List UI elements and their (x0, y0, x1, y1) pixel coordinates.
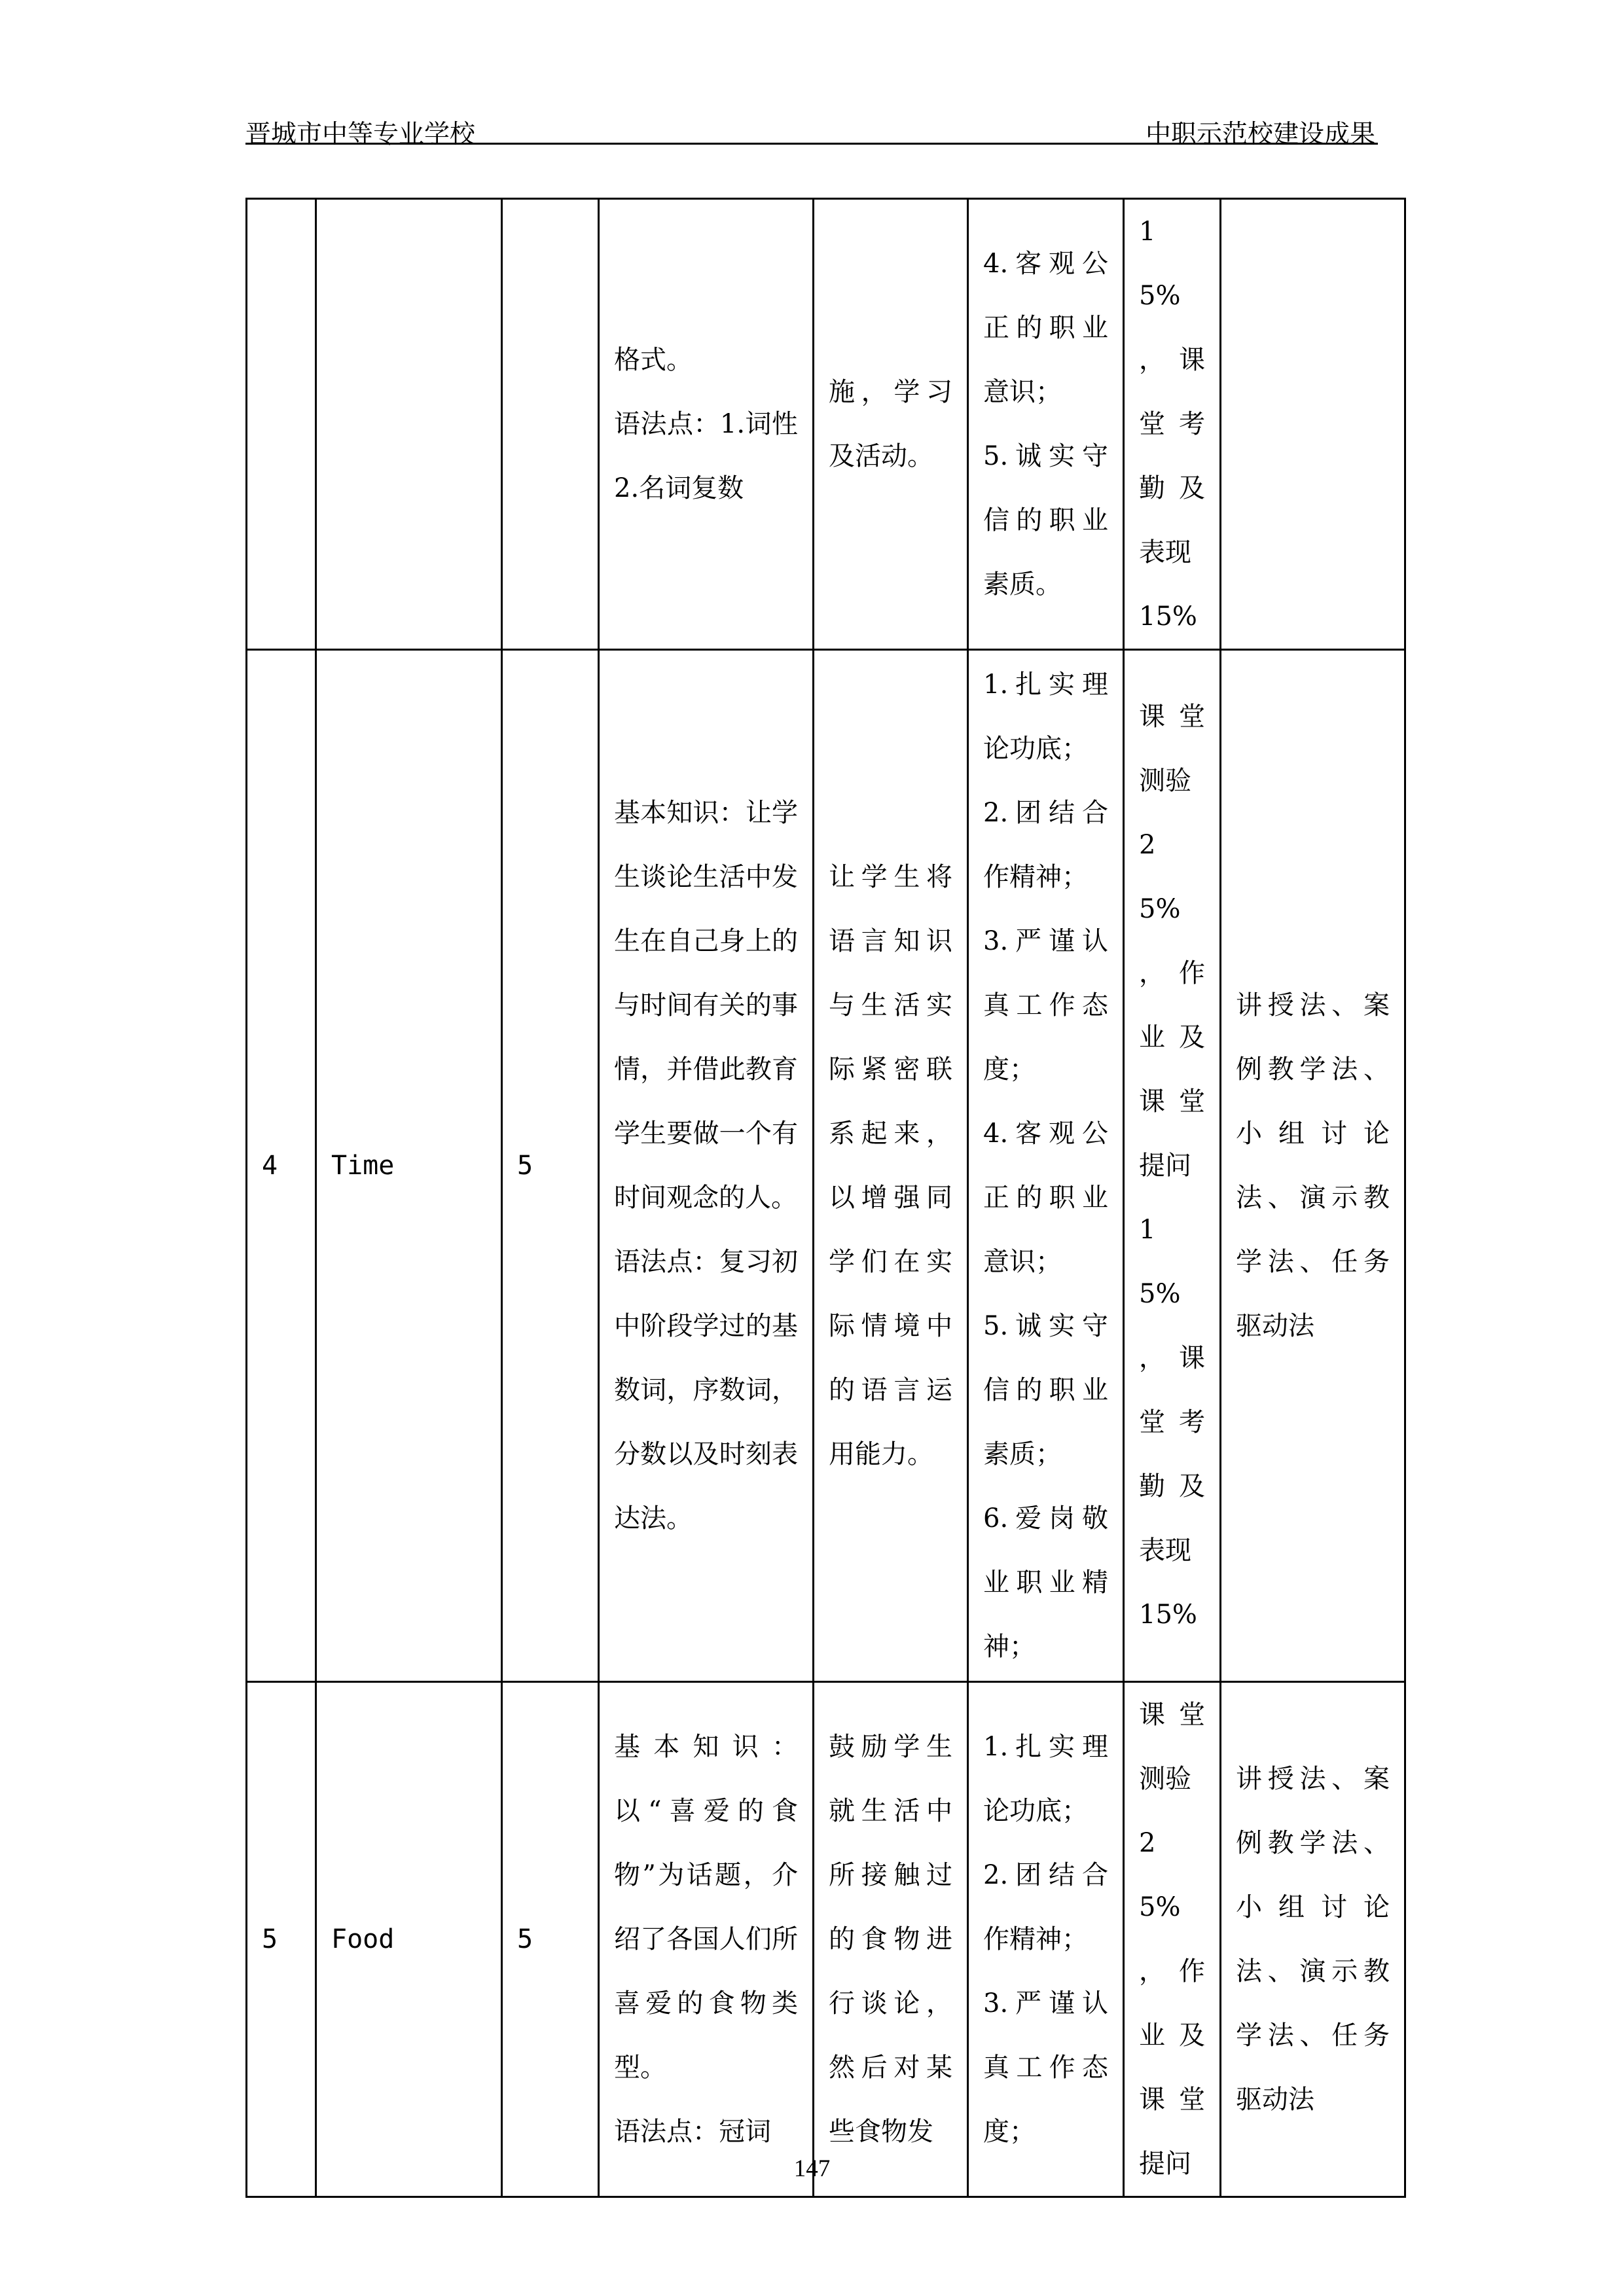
lesson-methods-cell (1221, 199, 1405, 650)
lesson-activities-cell: 鼓励学生就生活中所接触过的食物进行谈论，然后对某些食物发 (814, 1682, 968, 2197)
lesson-assessment-cell: 15%，课堂考勤及表现 15% (1124, 199, 1221, 650)
lesson-quality-cell: 1.扎实理论功底； 2.团结合作精神； 3.严谨认真工作态度； (968, 1682, 1124, 2197)
table-row (247, 1682, 1405, 2197)
table-row (247, 650, 1405, 1682)
lesson-hours-cell: 5 (502, 650, 599, 1682)
lesson-content-cell: 基本知识：以“喜爱的食物”为话题，介绍了各国人们所喜爱的食物类型。 语法点：冠词 (599, 1682, 814, 2197)
header-divider (245, 143, 1378, 145)
lesson-content-cell: 基本知识：让学生谈论生活中发生在自己身上的与时间有关的事情，并借此教育学生要做一个有时间观念的人。 语法点：复习初中阶段学过的基数词，序数词，分数以及时刻表达法。 (599, 650, 814, 1682)
lesson-number-cell: 5 (247, 1682, 316, 2197)
page-number: 147 (793, 2155, 831, 2182)
lesson-quality-cell: 4.客观公正的职业意识； 5.诚实守信的职业素质。 (968, 199, 1124, 650)
lesson-table (245, 198, 1406, 2198)
header-series-title: 中职示范校建设成果 (1145, 120, 1375, 149)
table-row (247, 199, 1405, 650)
lesson-number-cell (247, 199, 316, 650)
lesson-title-cell: Time (316, 650, 502, 1682)
lesson-methods-cell: 讲授法、案例教学法、小组讨论法、演示教学法、任务驱动法 (1221, 1682, 1405, 2197)
lesson-title-cell (316, 199, 502, 650)
header-school-name: 晋城市中等专业学校 (245, 120, 476, 149)
lesson-number-cell: 4 (247, 650, 316, 1682)
lesson-hours-cell: 5 (502, 1682, 599, 2197)
lesson-title-cell: Food (316, 1682, 502, 2197)
lesson-activities-cell: 让学生将语言知识与生活实际紧密联系起来，以增强同学们在实际情境中的语言运用能力。 (814, 650, 968, 1682)
lesson-activities-cell: 施，学习及活动。 (814, 199, 968, 650)
lesson-content-cell: 格式。 语法点：1.词性 2.名词复数 (599, 199, 814, 650)
lesson-methods-cell: 讲授法、案例教学法、小组讨论法、演示教学法、任务驱动法 (1221, 650, 1405, 1682)
lesson-quality-cell: 1.扎实理论功底； 2.团结合作精神； 3.严谨认真工作态度； 4.客观公正的职业意识； 5.诚实守信的职业素质； 6.爱岗敬业职业精神； (968, 650, 1124, 1682)
lesson-hours-cell (502, 199, 599, 650)
lesson-assessment-cell: 课堂测验 25%，作业及课堂提问 (1124, 1682, 1221, 2197)
lesson-assessment-cell: 课堂测验 25%，作业及课堂提问 15%，课堂考勤及表现 15% (1124, 650, 1221, 1682)
